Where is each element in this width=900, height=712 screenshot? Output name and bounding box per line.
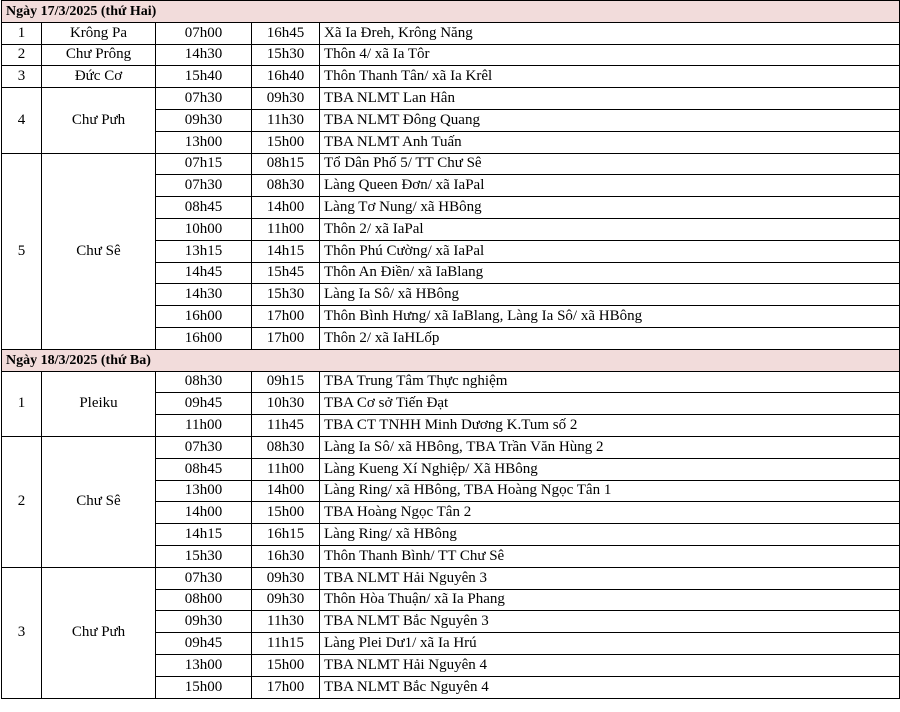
end-time: 15h00 (252, 654, 320, 676)
location: TBA NLMT Hải Nguyên 4 (320, 654, 900, 676)
end-time: 16h45 (252, 22, 320, 44)
start-time: 14h30 (156, 44, 252, 66)
location: Làng Queen Đơn/ xã IaPal (320, 175, 900, 197)
end-time: 11h00 (252, 218, 320, 240)
row-number: 2 (2, 44, 42, 66)
start-time: 08h45 (156, 197, 252, 219)
start-time: 10h00 (156, 218, 252, 240)
start-time: 07h15 (156, 153, 252, 175)
area-name: Pleiku (42, 371, 156, 436)
location: Thôn 2/ xã IaPal (320, 218, 900, 240)
end-time: 09h30 (252, 589, 320, 611)
day-header: Ngày 18/3/2025 (thứ Ba) (2, 349, 900, 371)
location: Thôn Thanh Bình/ TT Chư Sê (320, 545, 900, 567)
row-number: 3 (2, 567, 42, 698)
start-time: 14h00 (156, 502, 252, 524)
location: TBA Hoàng Ngọc Tân 2 (320, 502, 900, 524)
start-time: 14h45 (156, 262, 252, 284)
end-time: 08h15 (252, 153, 320, 175)
location: Thôn An Điền/ xã IaBlang (320, 262, 900, 284)
end-time: 11h30 (252, 109, 320, 131)
area-name: Đức Cơ (42, 66, 156, 88)
location: Xã Ia Đreh, Krông Năng (320, 22, 900, 44)
row-number: 4 (2, 88, 42, 153)
area-name: Krông Pa (42, 22, 156, 44)
location: TBA NLMT Hải Nguyên 3 (320, 567, 900, 589)
start-time: 07h30 (156, 88, 252, 110)
start-time: 07h30 (156, 175, 252, 197)
start-time: 08h45 (156, 458, 252, 480)
row-number: 1 (2, 22, 42, 44)
end-time: 15h45 (252, 262, 320, 284)
area-name: Chư Sê (42, 153, 156, 349)
row-number: 1 (2, 371, 42, 436)
end-time: 14h00 (252, 197, 320, 219)
end-time: 16h30 (252, 545, 320, 567)
table-row (2, 436, 900, 458)
location: TBA Trung Tâm Thực nghiệm (320, 371, 900, 393)
end-time: 09h30 (252, 88, 320, 110)
location: Tổ Dân Phố 5/ TT Chư Sê (320, 153, 900, 175)
start-time: 09h30 (156, 611, 252, 633)
table-row (2, 153, 900, 175)
row-number: 2 (2, 436, 42, 567)
location: Làng Ring/ xã HBông, TBA Hoàng Ngọc Tân 1 (320, 480, 900, 502)
day-header-row (2, 349, 900, 371)
start-time: 14h30 (156, 284, 252, 306)
location: Thôn Thanh Tân/ xã Ia Krêl (320, 66, 900, 88)
end-time: 17h00 (252, 306, 320, 328)
location: Làng Ring/ xã HBông (320, 524, 900, 546)
day-header-row (2, 1, 900, 23)
start-time: 11h00 (156, 415, 252, 437)
location: Thôn Phú Cường/ xã IaPal (320, 240, 900, 262)
start-time: 14h15 (156, 524, 252, 546)
end-time: 11h15 (252, 633, 320, 655)
end-time: 14h00 (252, 480, 320, 502)
start-time: 09h45 (156, 633, 252, 655)
start-time: 09h30 (156, 109, 252, 131)
end-time: 10h30 (252, 393, 320, 415)
end-time: 08h30 (252, 436, 320, 458)
location: TBA NLMT Bắc Nguyên 3 (320, 611, 900, 633)
location: Thôn Hòa Thuận/ xã Ia Phang (320, 589, 900, 611)
start-time: 13h00 (156, 654, 252, 676)
end-time: 17h00 (252, 327, 320, 349)
location: Làng Ia Sô/ xã HBông, TBA Trần Văn Hùng 2 (320, 436, 900, 458)
start-time: 08h30 (156, 371, 252, 393)
location: TBA NLMT Lan Hân (320, 88, 900, 110)
location: TBA NLMT Đông Quang (320, 109, 900, 131)
table-row (2, 22, 900, 44)
end-time: 11h45 (252, 415, 320, 437)
table-row (2, 371, 900, 393)
location: TBA CT TNHH Minh Dương K.Tum số 2 (320, 415, 900, 437)
table-row (2, 66, 900, 88)
start-time: 07h00 (156, 22, 252, 44)
end-time: 17h00 (252, 676, 320, 698)
location: TBA NLMT Bắc Nguyên 4 (320, 676, 900, 698)
start-time: 13h00 (156, 480, 252, 502)
end-time: 14h15 (252, 240, 320, 262)
end-time: 15h00 (252, 502, 320, 524)
end-time: 11h30 (252, 611, 320, 633)
start-time: 13h00 (156, 131, 252, 153)
location: Làng Kueng Xí Nghiệp/ Xã HBông (320, 458, 900, 480)
end-time: 15h30 (252, 284, 320, 306)
outage-schedule-table (1, 0, 900, 699)
start-time: 15h40 (156, 66, 252, 88)
location: Làng Tơ Nung/ xã HBông (320, 197, 900, 219)
start-time: 16h00 (156, 327, 252, 349)
end-time: 09h15 (252, 371, 320, 393)
location: Thôn 4/ xã Ia Tôr (320, 44, 900, 66)
start-time: 15h30 (156, 545, 252, 567)
end-time: 09h30 (252, 567, 320, 589)
location: Thôn 2/ xã IaHLốp (320, 327, 900, 349)
area-name: Chư Sê (42, 436, 156, 567)
start-time: 07h30 (156, 436, 252, 458)
end-time: 15h30 (252, 44, 320, 66)
location: Làng Plei Dư1/ xã Ia Hrú (320, 633, 900, 655)
location: Thôn Bình Hưng/ xã IaBlang, Làng Ia Sô/ xã HBông (320, 306, 900, 328)
area-name: Chư Prông (42, 44, 156, 66)
end-time: 16h40 (252, 66, 320, 88)
start-time: 15h00 (156, 676, 252, 698)
start-time: 13h15 (156, 240, 252, 262)
row-number: 3 (2, 66, 42, 88)
area-name: Chư Pưh (42, 88, 156, 153)
row-number: 5 (2, 153, 42, 349)
start-time: 07h30 (156, 567, 252, 589)
table-row (2, 88, 900, 110)
start-time: 09h45 (156, 393, 252, 415)
area-name: Chư Pưh (42, 567, 156, 698)
table-row (2, 567, 900, 589)
end-time: 15h00 (252, 131, 320, 153)
location: TBA Cơ sở Tiến Đạt (320, 393, 900, 415)
location: TBA NLMT Anh Tuấn (320, 131, 900, 153)
start-time: 08h00 (156, 589, 252, 611)
location: Làng Ia Sô/ xã HBông (320, 284, 900, 306)
schedule-body (2, 1, 900, 699)
end-time: 16h15 (252, 524, 320, 546)
table-row (2, 44, 900, 66)
end-time: 11h00 (252, 458, 320, 480)
end-time: 08h30 (252, 175, 320, 197)
start-time: 16h00 (156, 306, 252, 328)
day-header: Ngày 17/3/2025 (thứ Hai) (2, 1, 900, 23)
